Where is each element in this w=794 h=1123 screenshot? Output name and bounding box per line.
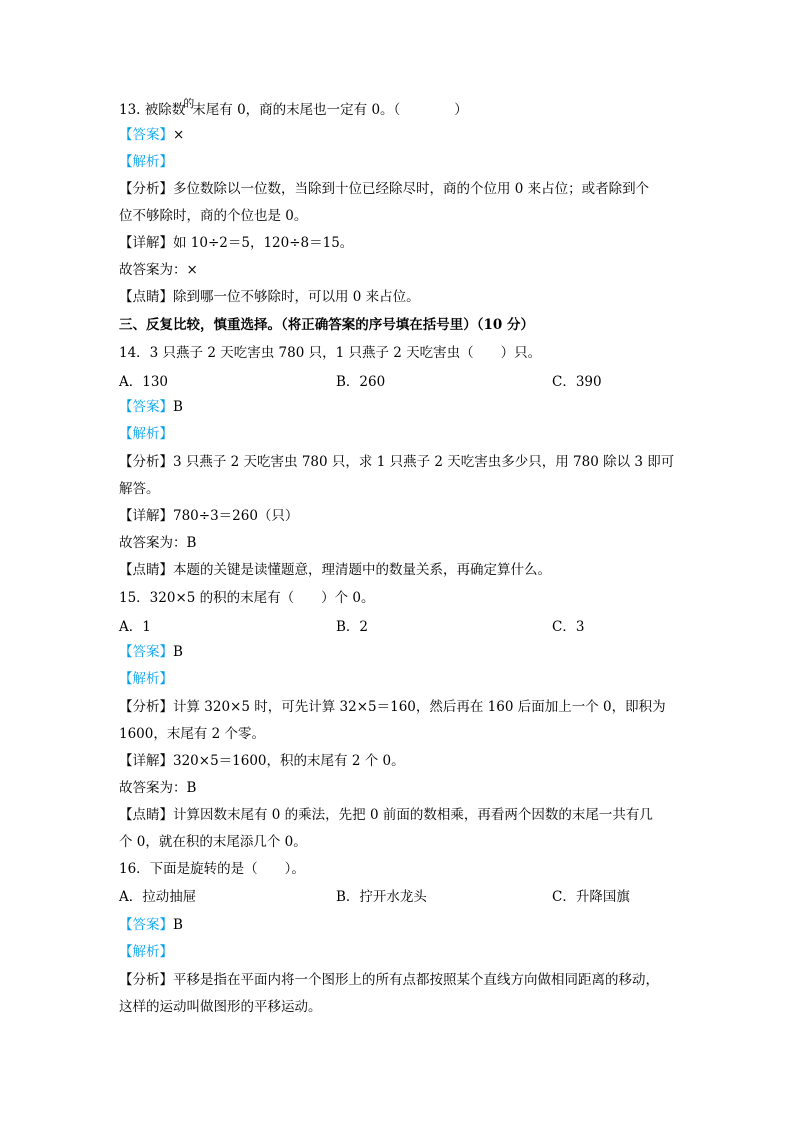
q14-stem: 14．3 只燕子 2 天吃害虫 780 只，1 只燕子 2 天吃害虫（ ）只。	[119, 345, 542, 361]
q15-stem: 15．320×5 的积的末尾有（ ）个 0。	[119, 590, 375, 606]
q14-final-answer: 故答案为：B	[119, 535, 197, 551]
q14-analysis-tag: 【解析】	[119, 426, 173, 442]
answer-tag: 【答案】	[119, 399, 173, 415]
q16-answer: 【答案】B	[119, 917, 183, 933]
q16-stem: 16．下面是旋转的是（ ）。	[119, 861, 305, 877]
q13-fenxi-line2: 位不够除时，商的个位也是 0。	[119, 208, 308, 224]
q15-option-b: B．2	[336, 619, 369, 635]
answer-tag: 【答案】	[119, 917, 173, 933]
q13-analysis-tag: 【解析】	[119, 154, 173, 170]
q14-dianjing: 【点睛】本题的关键是读懂题意，理清题中的数量关系，再确定算什么。	[119, 562, 551, 578]
q15-fenxi-line1: 【分析】计算 320×5 时，可先计算 32×5＝160，然后再在 160 后面加上一个 0，即积为	[119, 699, 666, 715]
q15-option-c: C．3	[552, 619, 585, 635]
q16-option-b: B．拧开水龙头	[336, 889, 427, 905]
q13-dianjing: 【点睛】除到哪一位不够除时，可以用 0 来占位。	[119, 289, 420, 305]
q13-answer: 【答案】×	[119, 127, 185, 143]
q13-fenxi-line1: 【分析】多位数除以一位数，当除到十位已经除尽时，商的个位用 0 来占位；或者除到个	[119, 181, 650, 197]
q15-final-answer: 故答案为：B	[119, 780, 197, 796]
q16-fenxi-line2: 这样的运动叫做图形的平移运动。	[119, 999, 322, 1015]
q13-stem: 13. 被除数的末尾有 0，商的末尾也一定有 0。（ ）	[119, 97, 468, 118]
q14-answer: 【答案】B	[119, 399, 183, 415]
q13-xiangjie: 【详解】如 10÷2＝5，120÷8＝15。	[119, 235, 354, 251]
q16-fenxi-line1: 【分析】平移是指在平面内将一个图形上的所有点都按照某个直线方向做相同距离的移动，	[119, 972, 659, 988]
section-3-title: 三、反复比较，慎重选择。（将正确答案的序号填在括号里）（10 分）	[119, 317, 534, 333]
q15-fenxi-line2: 1600，末尾有 2 个零。	[119, 726, 266, 742]
q13-final-answer: 故答案为：×	[119, 262, 198, 278]
answer-tag: 【答案】	[119, 644, 173, 660]
q16-option-c: C．升降国旗	[552, 889, 630, 905]
q15-answer: 【答案】B	[119, 644, 183, 660]
answer-tag: 【答案】	[119, 127, 173, 143]
q16-analysis-tag: 【解析】	[119, 944, 173, 960]
q15-analysis-tag: 【解析】	[119, 671, 173, 687]
q14-xiangjie: 【详解】780÷3＝260（只）	[119, 508, 299, 524]
q14-option-b: B．260	[336, 374, 386, 390]
q15-dianjing-line2: 个 0，就在积的末尾添几个 0。	[119, 834, 307, 850]
q14-option-a: A．130	[119, 374, 169, 390]
q16-option-a: A．拉动抽屉	[119, 889, 197, 905]
q14-fenxi-line1: 【分析】3 只燕子 2 天吃害虫 780 只，求 1 只燕子 2 天吃害虫多少只，用 780 除以 3 即可	[119, 454, 675, 470]
q15-xiangjie: 【详解】320×5＝1600，积的末尾有 2 个 0。	[119, 753, 405, 769]
q15-option-a: A．1	[119, 619, 151, 635]
q14-option-c: C．390	[552, 374, 602, 390]
q14-fenxi-line2: 解答。	[119, 481, 160, 497]
q15-dianjing-line1: 【点睛】计算因数末尾有 0 的乘法，先把 0 前面的数相乘，再看两个因数的末尾一共有几	[119, 807, 653, 823]
